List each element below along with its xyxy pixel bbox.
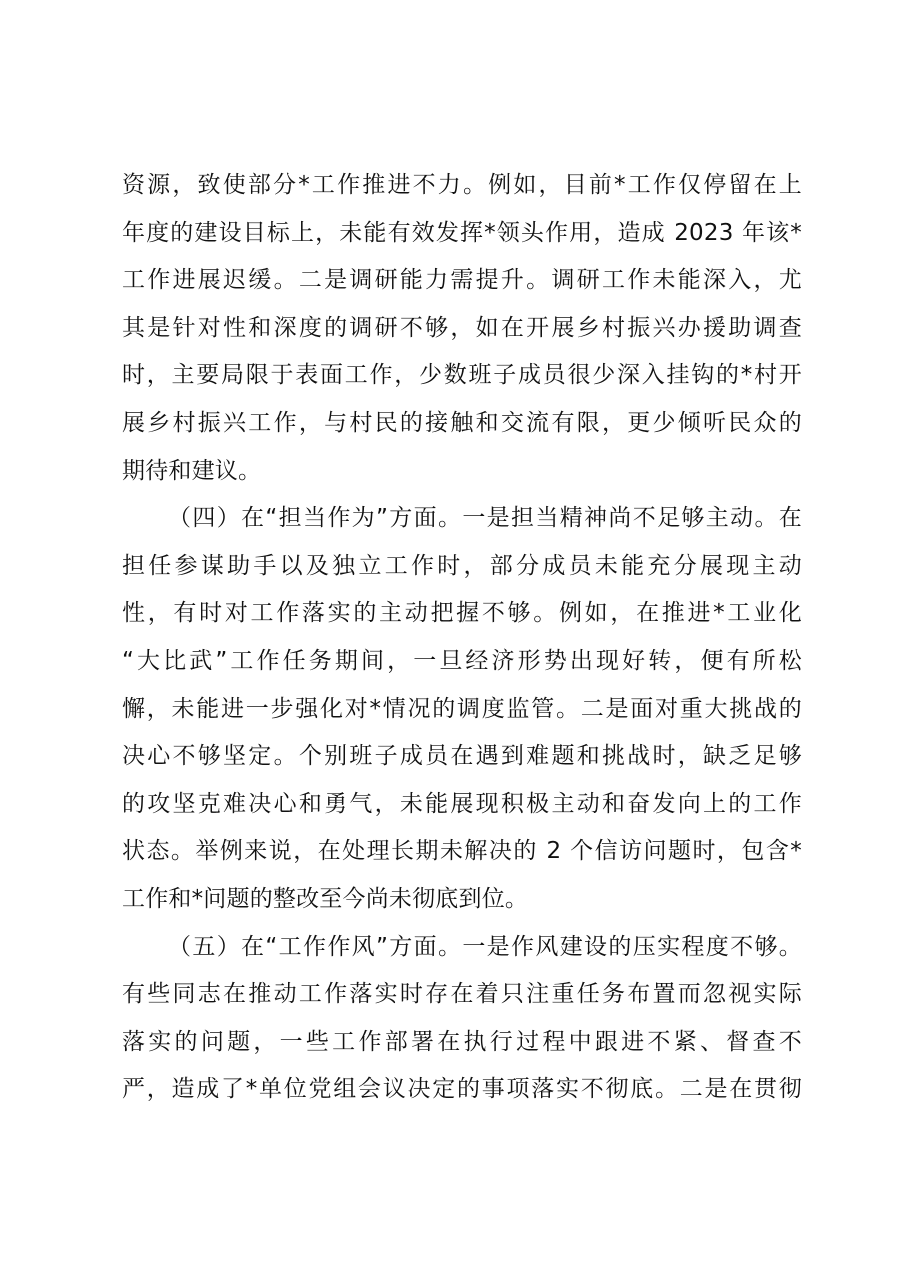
text-line: 期待和建议。 [122,457,262,484]
text-line: 担任参谋助手以及独立工作时，部分成员未能充分展现主动 [122,552,802,579]
text-line: 状态。举例来说，在处理长期未解决的 2 个信访问题时，包含* [122,838,802,865]
section-heading-line: （四）在“担当作为”方面。一是担当精神尚不足够主动。在 [168,505,802,532]
text-line: 资源，致使部分*工作推进不力。例如，目前*工作仅停留在上 [122,172,802,198]
text-line: 其是针对性和深度的调研不够，如在开展乡村振兴办援助调查 [122,314,802,341]
text-line: 懈，未能进一步强化对*情况的调度监管。二是面对重大挑战的 [122,695,802,722]
text-line: 的攻坚克难决心和勇气，未能展现积极主动和奋发向上的工作 [122,790,802,817]
text-line: 展乡村振兴工作，与村民的接触和交流有限，更少倾听民众的 [122,409,802,436]
body-text [122,162,802,1114]
text-line: 有些同志在推动工作落实时存在着只注重任务布置而忽视实际 [122,981,802,1008]
text-line: “大比武”工作任务期间，一旦经济形势出现好转，便有所松 [122,647,802,674]
text-line: 年度的建设目标上，未能有效发挥*领头作用，造成 2023 年该* [122,219,802,246]
text-line: 时，主要局限于表面工作，少数班子成员很少深入挂钩的*村开 [122,362,802,389]
text-line: 落实的问题，一些工作部署在执行过程中跟进不紧、督查不 [122,1028,802,1055]
section-heading-line: （五）在“工作作风”方面。一是作风建设的压实程度不够。 [168,933,802,960]
text-line: 性，有时对工作落实的主动把握不够。例如，在推进*工业化 [122,600,802,627]
text-line: 严，造成了*单位党组会议决定的事项落实不彻底。二是在贯彻 [122,1076,802,1103]
text-line: 工作进展迟缓。二是调研能力需提升。调研工作未能深入，尤 [122,267,802,294]
text-line: 工作和*问题的整改至今尚未彻底到位。 [122,885,529,912]
text-line: 决心不够坚定。个别班子成员在遇到难题和挑战时，缺乏足够 [122,743,802,770]
